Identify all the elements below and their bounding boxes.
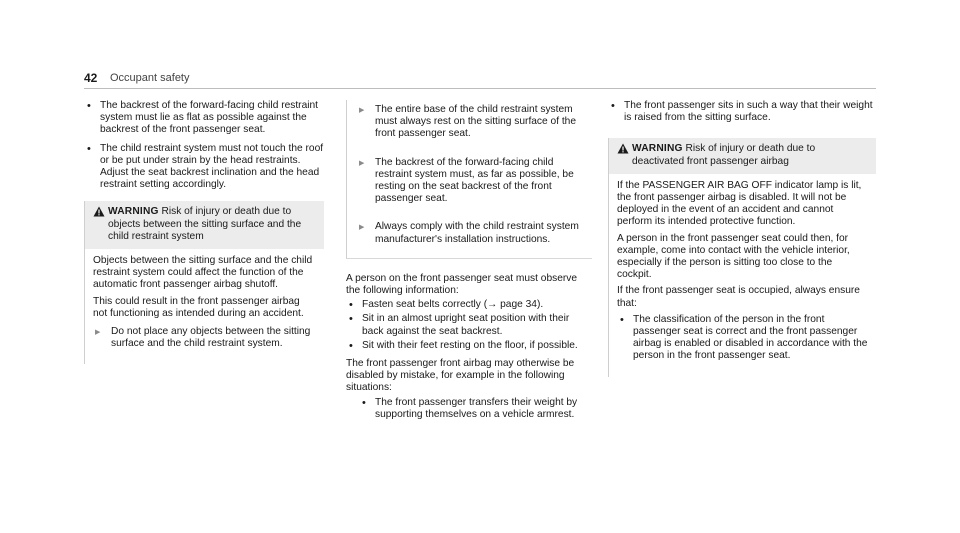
- column-2: [346, 100, 592, 427]
- warning-text: Risk of injury or death due to deactivated front passenger airbag: [632, 143, 816, 167]
- warning-paragraph: This could result in the front passenger airbag not functioning as intended during an accident.: [93, 295, 304, 319]
- warning-box: [84, 201, 324, 364]
- warning-header: [609, 138, 876, 173]
- warning-paragraph: If the front passenger seat is occupied, always ensure that:: [617, 285, 860, 309]
- action-item: ▶ Always comply with the child restraint system manufacturer's installation instructions.: [357, 221, 584, 245]
- column-1: [84, 100, 324, 364]
- column-3: [608, 100, 876, 377]
- action-item: ▶ The entire base of the child restraint system must always rest on the sitting surface of the front passenger seat.: [357, 104, 584, 141]
- warning-label: WARNING: [632, 143, 683, 155]
- warning-triangle-icon: [617, 143, 632, 167]
- warning-header: [85, 201, 324, 249]
- warning-text: Risk of injury or death due to objects between the sitting surface and the child restraint system: [108, 206, 302, 242]
- action-item: ▶ Do not place any objects between the sitting surface and the child restraint system.: [93, 326, 316, 350]
- list-item: • Fasten seat belts correctly (→ page 34).: [346, 299, 592, 311]
- header-divider: [84, 88, 876, 89]
- list-item: • The front passenger transfers their weight by supporting themselves on a vehicle armrest.: [359, 397, 592, 421]
- warning-paragraph: Objects between the sitting surface and the child restraint system could affect the function of the automatic front passenger airbag shutoff.: [93, 255, 313, 291]
- intro-paragraph: A person on the front passenger seat must observe the following information:: [346, 272, 578, 297]
- warning-paragraph: A person in the front passenger seat could then, for example, come into contact with the vehicle interior, especially if the person is sitting too close to the cockpit.: [617, 232, 850, 281]
- warning-label: WARNING: [108, 206, 159, 218]
- action-item: ▶ The backrest of the forward-facing child restraint system must, as far as possible, be resting on the seat backrest of the front passenger seat.: [357, 157, 584, 206]
- list-item: • The classification of the person in the front passenger seat is correct and the front passenger airbag is enabled or disabled in accordance with the person in the front passenger seat.: [617, 314, 868, 363]
- page-header: [84, 70, 876, 86]
- list-item: • Sit in an almost upright seat position with their back against the seat backrest.: [346, 313, 592, 337]
- list-item: • The backrest of the forward-facing child restraint system must lie as flat as possible against the backrest of the front passenger seat.: [84, 100, 324, 137]
- page-number: 42: [84, 71, 98, 85]
- warning-paragraph: If the PASSENGER AIR BAG OFF indicator lamp is lit, the front passenger airbag is disabled. It will not be deployed in the event of an accident and cannot perform its intended protective function.: [617, 179, 862, 228]
- warning-triangle-icon: [93, 206, 108, 243]
- warning-body: [609, 174, 876, 377]
- warning-body: [85, 249, 324, 364]
- list-item: • Sit with their feet resting on the floor, if possible.: [346, 340, 592, 352]
- list-item: • The child restraint system must not touch the roof or be put under strain by the head restraints. Adjust the seat backrest inclination and the head restraint setting accordingly.: [84, 143, 324, 192]
- section-title: Occupant safety: [110, 72, 190, 84]
- list-item: • The front passenger sits in such a way that their weight is raised from the sitting surface.: [608, 100, 876, 124]
- paragraph: The front passenger front airbag may otherwise be disabled by mistake, for example in the following situations:: [346, 358, 575, 394]
- warning-box: [608, 138, 876, 376]
- action-list-box: [346, 100, 592, 259]
